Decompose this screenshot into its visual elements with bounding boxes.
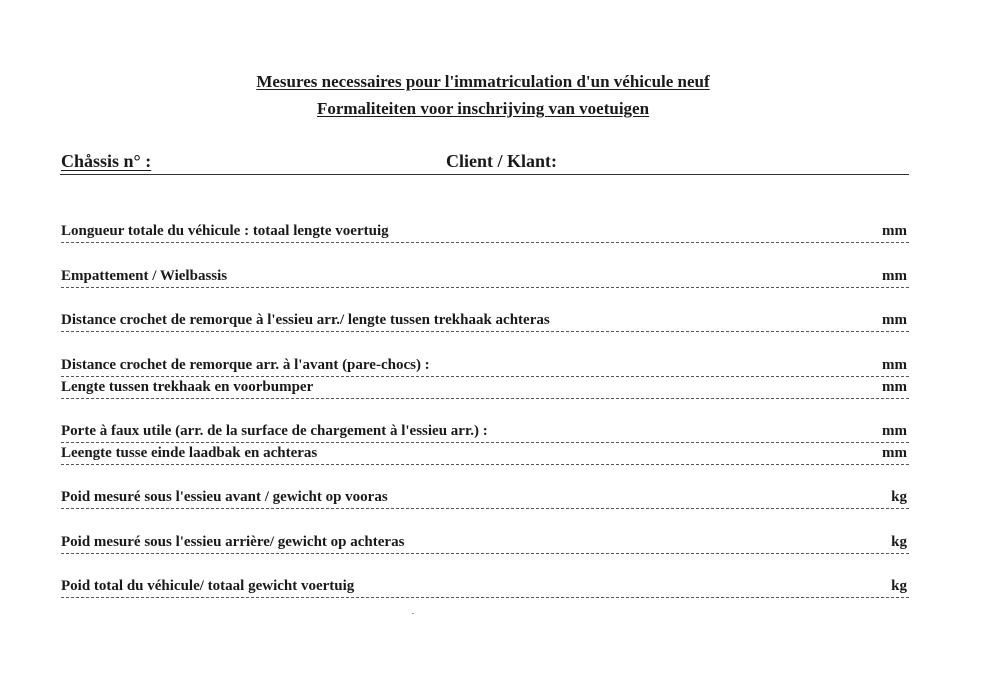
row-label: Lengte tussen trekhaak en voorbumper — [61, 379, 314, 395]
chassis-number-label: Chåssis n° : — [61, 151, 152, 171]
row-label: Leengte tusse einde laadbak en achteras — [61, 445, 318, 461]
scan-speck — [412, 613, 414, 614]
row-total-weight — [61, 577, 909, 598]
row-unit: mm — [882, 357, 907, 373]
row-unit: mm — [882, 445, 907, 461]
row-label: Distance crochet de remorque arr. à l'avant (pare-chocs) : — [61, 357, 430, 373]
row-label: Empattement / Wielbassis — [61, 268, 228, 284]
row-label: Longueur totale du véhicule : totaal lengte voertuig — [61, 223, 389, 239]
row-label: Poid mesuré sous l'essieu avant / gewicht op vooras — [61, 489, 388, 505]
row-hitch-to-front-fr — [61, 356, 909, 377]
row-rear-axle-weight — [61, 533, 909, 554]
row-unit: mm — [882, 312, 907, 328]
row-overhang-nl — [61, 444, 909, 465]
row-unit: mm — [882, 379, 907, 395]
row-label: Poid total du véhicule/ totaal gewicht voertuig — [61, 578, 355, 594]
row-unit: mm — [882, 423, 907, 439]
row-unit: mm — [882, 223, 907, 239]
row-label: Porte à faux utile (arr. de la surface de chargement à l'essieu arr.) : — [61, 423, 488, 439]
row-label: Distance crochet de remorque à l'essieu arr./ lengte tussen trekhaak achteras — [61, 312, 550, 328]
form-title-dutch: Formaliteiten voor inschrijving van voetuigen — [316, 99, 650, 118]
row-unit: kg — [891, 489, 907, 505]
row-overhang-fr — [61, 422, 909, 443]
row-hitch-to-rear-axle — [61, 311, 909, 332]
row-unit: kg — [891, 534, 907, 550]
client-label: Client / Klant: — [446, 151, 557, 171]
row-label: Poid mesuré sous l'essieu arrière/ gewicht op achteras — [61, 534, 405, 550]
row-unit: kg — [891, 578, 907, 594]
form-title-french: Mesures necessaires pour l'immatriculation d'un véhicule neuf — [256, 72, 710, 91]
row-wheelbase — [61, 267, 909, 288]
header-underline — [60, 174, 909, 175]
row-total-length — [61, 222, 909, 243]
row-hitch-to-front-nl — [61, 378, 909, 399]
row-front-axle-weight — [61, 488, 909, 509]
row-unit: mm — [882, 268, 907, 284]
